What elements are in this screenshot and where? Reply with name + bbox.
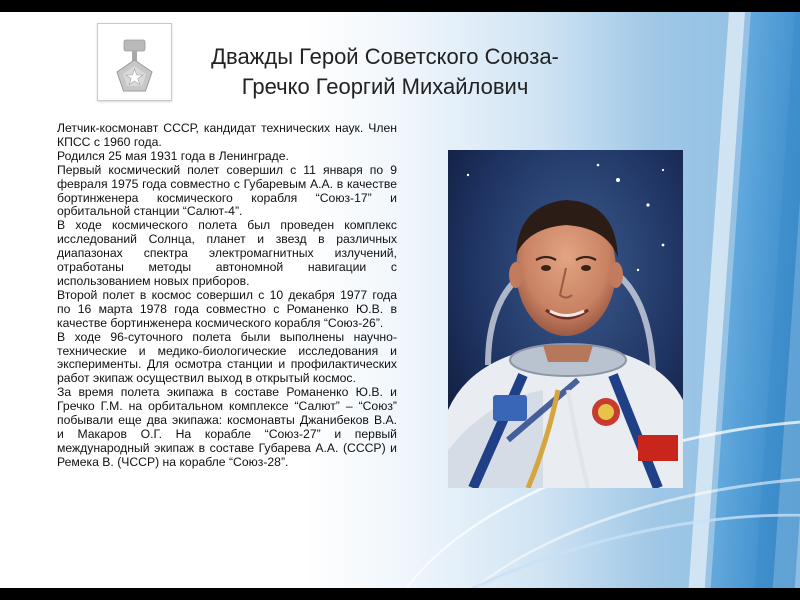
slide xyxy=(0,12,800,588)
gold-star-medal-icon xyxy=(98,24,171,100)
bio-paragraph: Летчик-космонавт СССР, кандидат технических наук. Член КПСС с 1960 года. xyxy=(57,121,397,149)
page-title xyxy=(180,42,590,102)
bio-paragraph: В ходе космического полета был проведен комплекс исследований Солнца, планет и звезд в различных диапазонах спектра электромагнитных излучений, отработаны методы автономной навигации с использованием новых приборов. xyxy=(57,218,397,288)
bio-paragraph: Второй полет в космос совершил с 10 декабря 1977 года по 16 марта 1978 года совместно с Романенко Ю.В. в качестве бортинженера космического корабля “Союз-26”. xyxy=(57,287,397,330)
bio-paragraph: Первый космический полет совершил с 11 января по 9 февраля 1975 года совместно с Губаревым А.А. в качестве бортинженера космического корабля “Союз-17” и орбитальной станции “Салют-4”. xyxy=(57,162,397,219)
bio-paragraph: Родился 25 мая 1931 года в Ленинграде. xyxy=(57,148,289,163)
bio-paragraph: В ходе 96-суточного полета были выполнены научно-технические и медико-биологические исследования и эксперименты. Для осмотра станции и профилактических работ экипаж осуществил выход в открытый космос. xyxy=(57,329,397,386)
biography-text xyxy=(57,122,397,470)
cosmonaut-portrait-icon xyxy=(448,150,683,488)
title-line-1: Дважды Герой Советского Союза- xyxy=(211,44,559,69)
title-line-2: Гречко Георгий Михайлович xyxy=(241,74,529,99)
bio-paragraph: За время полета экипажа в составе Романенко Ю.В. и Гречко Г.М. на орбитальном комплексе “Салют” – “Союз” побывали еще два экипажа: космонавты Джанибеков В.А. и Макаров О.Г. На корабле “Союз-27” и первый международный экипаж в составе Губарева А.А. (СССР) и Ремека В. (ЧССР) на корабле “Союз-28”. xyxy=(57,385,397,469)
cosmonaut-photo xyxy=(448,150,683,488)
medal-picture xyxy=(97,23,172,101)
